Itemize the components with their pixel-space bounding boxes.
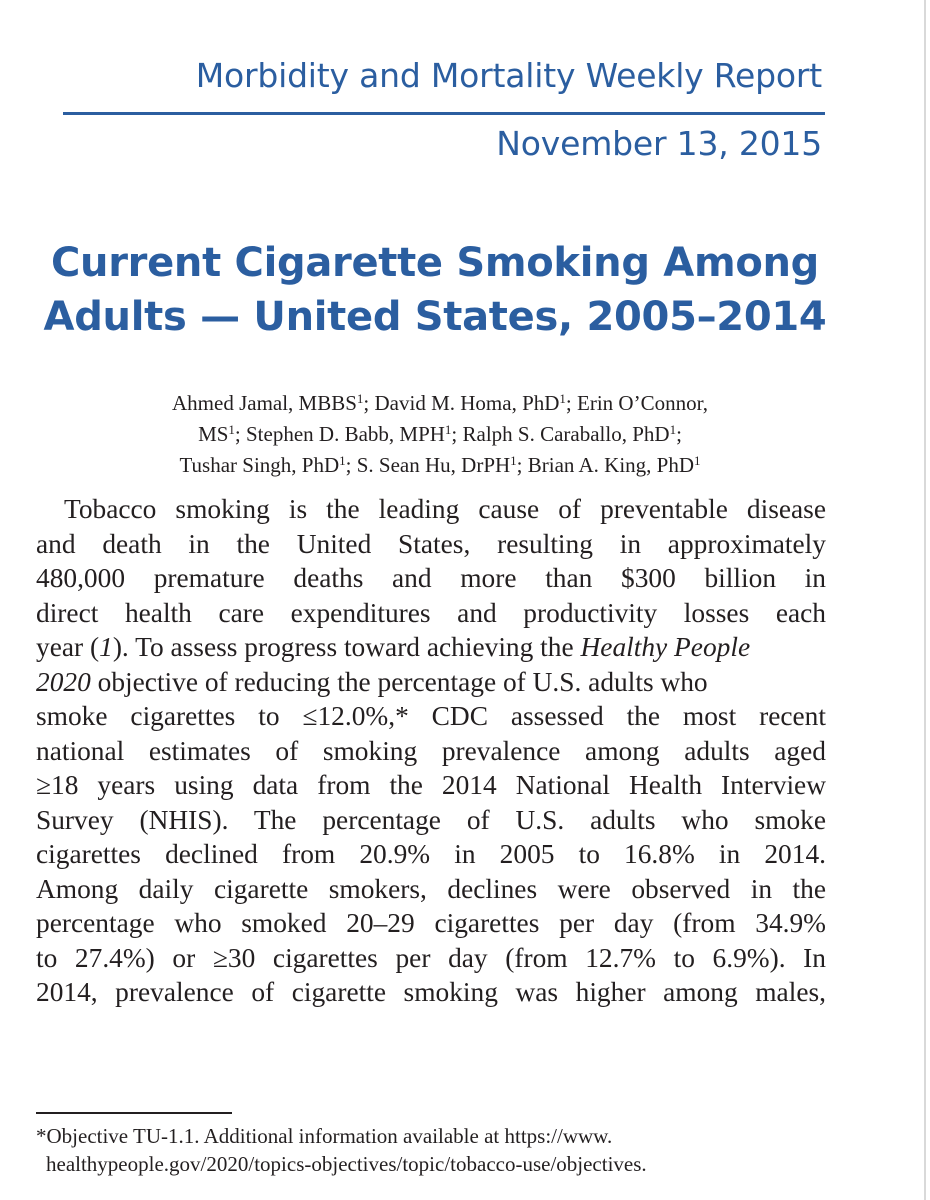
body-line: and death in the United States, resulting in approximately <box>36 528 826 559</box>
article-body <box>36 492 826 1010</box>
body-line: smoke cigarettes to ≤12.0%,* CDC assessed the most recent <box>36 701 826 731</box>
author-line: Ahmed Jamal, MBBS$^1$; David M. Homa, PhD$^1$; Erin O’Connor, <box>172 391 708 415</box>
body-line: 2014, prevalence of cigarette smoking was higher among males, <box>36 977 826 1007</box>
footnote <box>36 1122 826 1178</box>
article-title-line: Adults — United States, 2005–2014 <box>43 294 827 340</box>
body-line: cigarettes declined from 20.9% in 2005 to 16.8% in 2014. <box>36 839 826 869</box>
footnote-line: *Objective TU-1.1. Additional information available at https://www. <box>36 1124 613 1148</box>
body-line: Tobacco smoking is the leading cause of preventable disease <box>64 494 826 524</box>
issue-date: November 13, 2015 <box>496 124 822 163</box>
masthead-divider <box>63 112 825 115</box>
footnote-link[interactable]: healthypeople.gov/2020/topics-objectives/topic/tobacco-use/objectives. <box>46 1152 647 1176</box>
body-line: direct health care expenditures and productivity losses each <box>36 597 826 628</box>
reference-number: 1 <box>99 632 113 662</box>
page-edge-rule <box>924 0 926 1200</box>
author-list <box>40 388 840 481</box>
article-title <box>40 236 830 344</box>
body-line: 2020 objective of reducing the percentage of U.S. adults who <box>36 666 708 697</box>
body-line: ≥18 years using data from the 2014 National Health Interview <box>36 770 826 800</box>
author-line: Tushar Singh, PhD$^1$; S. Sean Hu, DrPH$^1$; Brian A. King, PhD$^1$ <box>179 453 701 477</box>
author-line: $MS^1$; Stephen D. Babb, MPH$^1$; Ralph S. Caraballo, PhD$^1$; <box>198 422 682 446</box>
body-line: Among daily cigarette smokers, declines were observed in the <box>36 873 826 904</box>
body-line: 480,000 premature deaths and more than $300 billion in <box>36 563 826 593</box>
footnote-divider <box>36 1112 232 1114</box>
healthy-people-ref: Healthy People <box>580 632 751 662</box>
body-line: to 27.4%) or ≥30 cigarettes per day (from 12.7% to 6.9%). In <box>36 942 826 973</box>
article-title-line: Current Cigarette Smoking Among <box>50 240 820 286</box>
body-line: national estimates of smoking prevalence among adults aged <box>36 735 826 766</box>
body-line: Survey (NHIS). The percentage of U.S. adults who smoke <box>36 804 826 835</box>
body-line: year (1). To assess progress toward achieving the Healthy People <box>36 632 751 662</box>
body-line: percentage who smoked 20–29 cigarettes per day (from 34.9% <box>36 908 826 938</box>
publication-title: Morbidity and Mortality Weekly Report <box>195 56 822 95</box>
